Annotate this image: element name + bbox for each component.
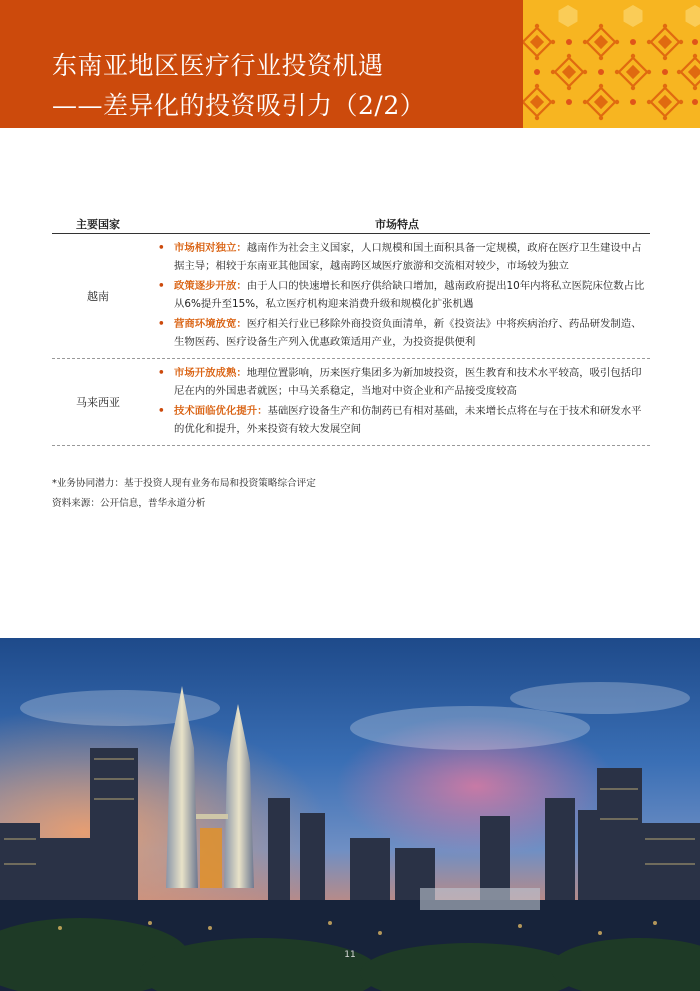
feature-keyword: 市场相对独立： — [174, 242, 247, 254]
header-banner — [0, 0, 523, 128]
feature-point — [158, 403, 650, 438]
header-features: 市场特点 — [375, 218, 419, 231]
table-row-vietnam — [52, 234, 650, 358]
feature-keyword: 政策逐步开放： — [174, 280, 247, 292]
table-header — [52, 212, 650, 234]
bullet-icon: • — [158, 405, 165, 417]
source-text: 资料来源：公开信息，普华永道分析 — [52, 498, 206, 509]
feature-keyword: 技术面临优化提升： — [174, 405, 268, 417]
bullet-icon: • — [158, 242, 165, 254]
title-line-2: ——差异化的投资吸引力（2/2） — [52, 91, 426, 120]
page-header — [0, 0, 700, 128]
header-country: 主要国家 — [76, 218, 120, 231]
features-cell — [144, 234, 650, 358]
feature-point — [158, 240, 650, 275]
country-cell: 马来西亚 — [76, 396, 120, 409]
footnote-text: *业务协同潜力：基于投资人现有业务布局和投资策略综合评定 — [52, 478, 316, 489]
feature-keyword: 市场开放成熟： — [174, 367, 247, 379]
city-skyline-image — [0, 638, 700, 991]
bullet-icon: • — [158, 318, 165, 330]
country-cell: 越南 — [87, 290, 109, 303]
feature-text: 由于人口的快速增长和医疗供给缺口增加，越南政府提出10年内将私立医院床位数占比从6%提升至15%，私立医疗机构迎来消费升级和规模化扩张机遇 — [174, 280, 645, 310]
feature-text: 基础医疗设备生产和仿制药已有相对基础，未来增长点将在与在于技术和研发水平的优化和提升，外来投资有较大发展空间 — [174, 405, 642, 435]
bullet-icon: • — [158, 367, 165, 379]
page-title — [52, 46, 425, 126]
table-row-malaysia — [52, 358, 650, 446]
skyline-illustration — [0, 638, 700, 991]
market-features-table — [52, 212, 650, 446]
feature-keyword: 营商环境放宽： — [174, 318, 247, 330]
feature-text: 越南作为社会主义国家，人口规模和国土面积具备一定规模，政府在医疗卫生建设中占据主导；相较于东南亚其他国家，越南跨区域医疗旅游和交流相对较少，市场较为独立 — [174, 242, 642, 272]
feature-text: 医疗相关行业已移除外商投资负面清单，新《投资法》中将疾病治疗、药品研发制造、生物医药、医疗设备生产列入优惠政策适用产业，为投资提供便利 — [174, 318, 642, 348]
title-line-1: 东南亚地区医疗行业投资机遇 — [52, 51, 384, 80]
page-number: 11 — [344, 950, 356, 960]
feature-point — [158, 278, 650, 313]
decorative-pattern — [523, 0, 700, 128]
feature-point — [158, 316, 650, 351]
ornament-pattern-graphic — [523, 0, 700, 128]
feature-point — [158, 365, 650, 400]
feature-text: 地理位置影响，历来医疗集团多为新加坡投资，医生教育和技术水平较高，吸引包括印尼在内的外国患者就医；中马关系稳定，当地对中资企业和产品接受度较高 — [174, 367, 642, 397]
footnotes — [52, 474, 316, 514]
bullet-icon: • — [158, 280, 165, 292]
features-cell — [144, 359, 650, 445]
